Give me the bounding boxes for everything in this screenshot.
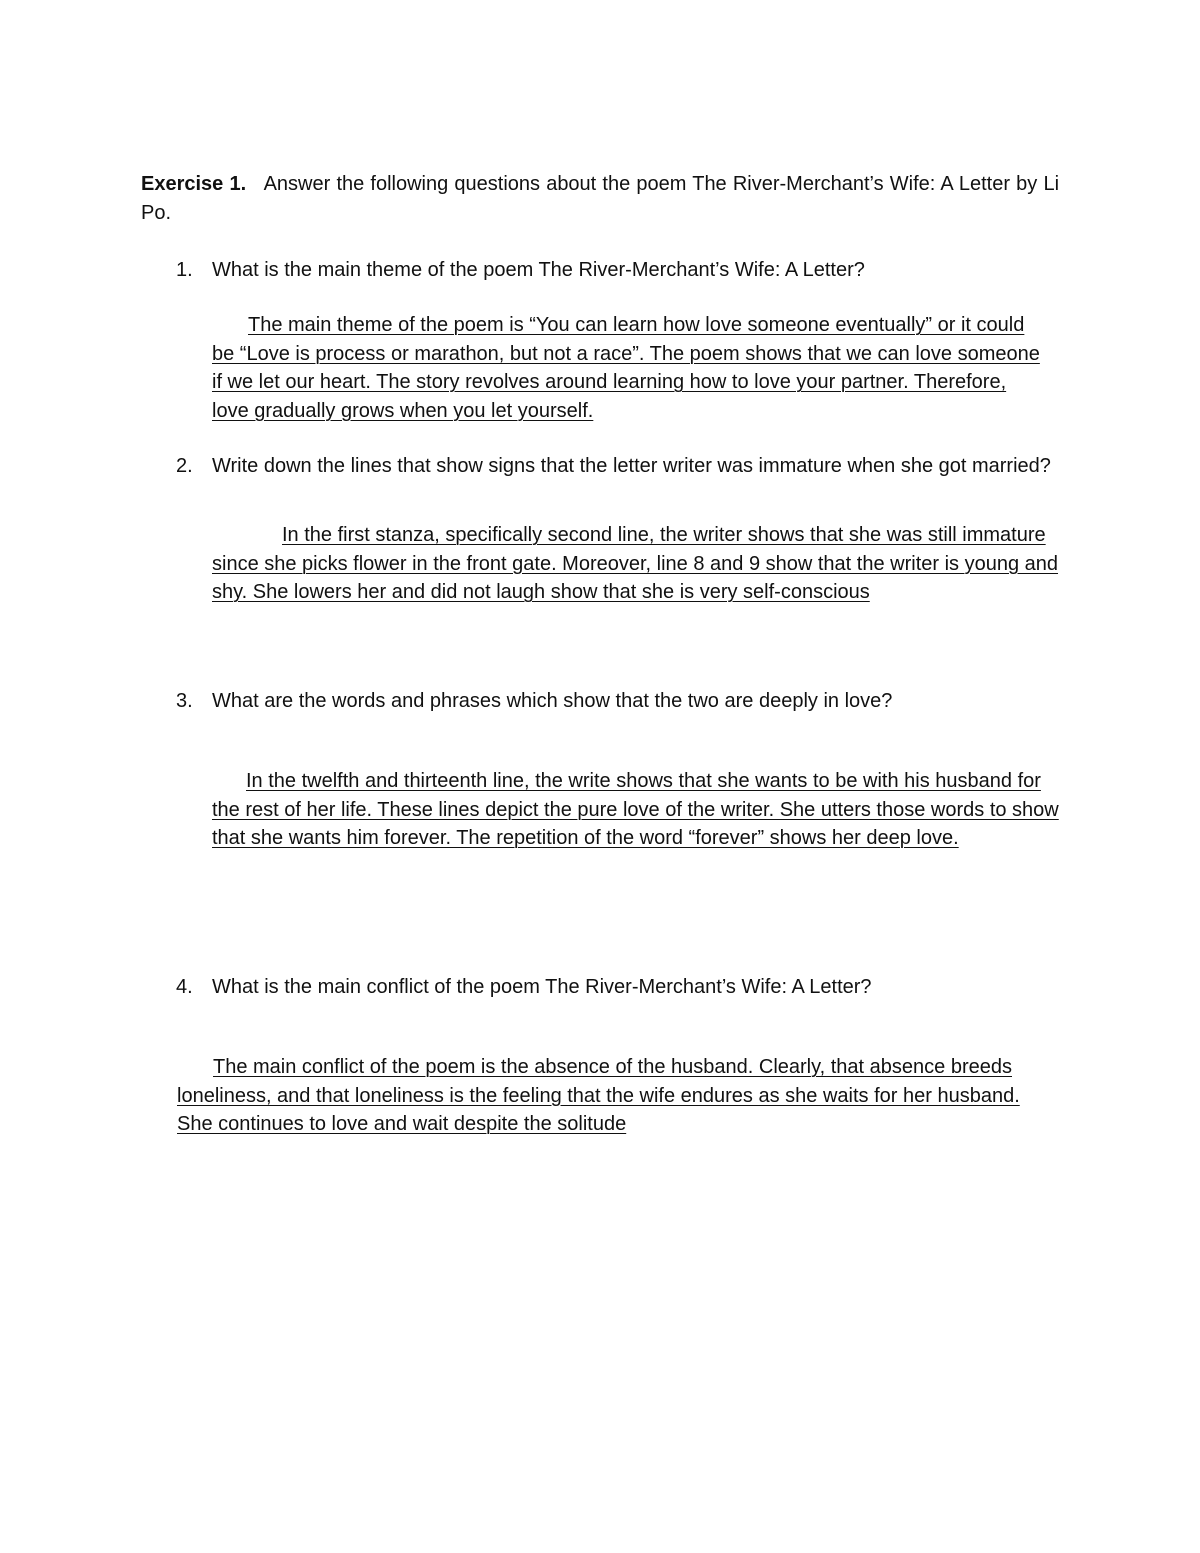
answer-text: In the first stanza, specifically second line, the writer shows that she was still immature since she picks flower in the front gate. Moreover, line 8 and 9 show that the writer is young and shy. She lowers her and did not laugh show that she is very self-conscious xyxy=(212,524,1059,603)
answer-text: The main conflict of the poem is the absence of the husband. Clearly, that absence breeds loneliness, and that loneliness is the feeling that the wife endures as she waits for her husband. She continues to love and wait despite the solitude xyxy=(177,1056,1020,1135)
question-text: What is the main conflict of the poem The River-Merchant’s Wife: A Letter? xyxy=(212,976,872,998)
question-text: Write down the lines that show signs that the letter writer was immature when she got married? xyxy=(212,455,1051,477)
question-number: 4. xyxy=(176,976,193,998)
exercise-label: Exercise 1. xyxy=(141,173,247,195)
answer-text: In the twelfth and thirteenth line, the write shows that she wants to be with his husband for the rest of her life. These lines depict the pure love of the writer. She utters those words to show that she wants him forever. The repetition of the word “forever” shows her deep love. xyxy=(212,770,1059,849)
question-number: 2. xyxy=(176,455,193,477)
answer-text: The main theme of the poem is “You can learn how love someone eventually” or it could be “Love is process or marathon, but not a race”. The poem shows that we can love someone if we let our heart. The story revolves around learning how to love your partner. Therefore, love gradually grows when you let yourself. xyxy=(212,314,1040,422)
question-number: 3. xyxy=(176,690,193,712)
question-text: What are the words and phrases which show that the two are deeply in love? xyxy=(212,690,893,712)
exercise-intro xyxy=(141,170,1059,228)
question-number: 1. xyxy=(176,259,193,281)
question-text: What is the main theme of the poem The River-Merchant’s Wife: A Letter? xyxy=(212,259,865,281)
exercise-instruction: Answer the following questions about the poem The River-Merchant’s Wife: A Letter by Li Po. xyxy=(141,173,1060,224)
